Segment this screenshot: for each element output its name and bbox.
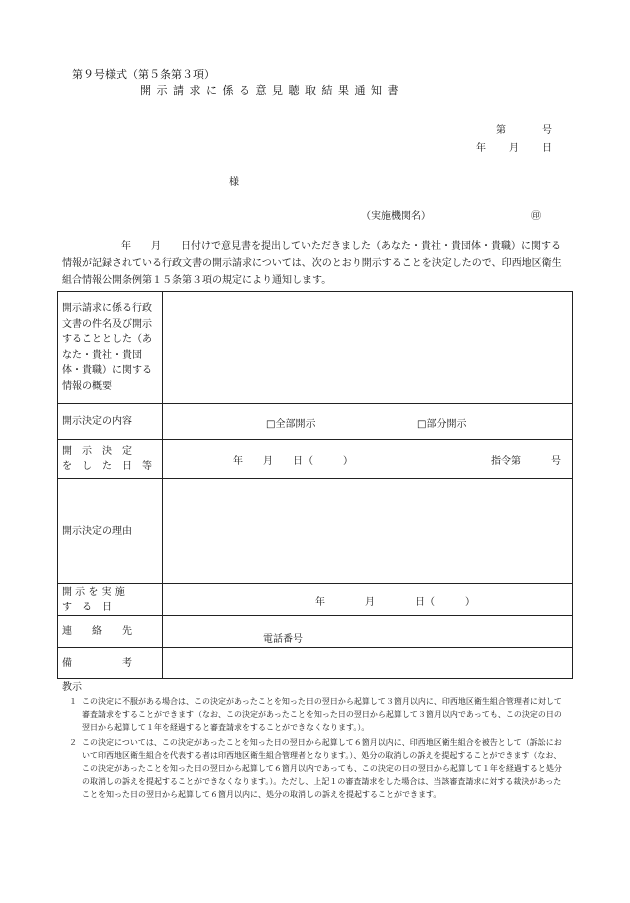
label-decision-date: 開 示 決 定 を し た 日 等 <box>58 440 163 479</box>
option-partial-disclosure[interactable]: □部分開示 <box>417 419 467 430</box>
note-text: この決定に不服がある場合は、この決定があったことを知った日の翌日から起算して３箇月以内に、印西地区衛生組合管理者に対して審査請求をすることができます（なお、この決定があったことを知った日の翌日から起算して３箇月以内であっても、この決定の日の翌日から起算して１年を経過すると審査請求をすることができなくなります。）。 <box>82 697 562 732</box>
label-subject: 開示請求に係る行政文書の件名及び開示することとした（あなた・貴社・貴団体・貴職）に関する情報の概要 <box>58 292 163 404</box>
note-item <box>64 736 564 801</box>
note-text: この決定については、この決定があったことを知った日の翌日から起算して６箇月以内に、印西地区衛生組合を被告として（訴訟において印西地区衛生組合を代表する者は印西地区衛生組合管理者となります。）、処分の取消しの訴えを提起することができます（なお、この決定があったことを知った日の翌日から起算して６箇月以内であっても、この決定の日の翌日から起算して１年を経過すると処分の取消しの訴えを提起することができなくなります。）。ただし、上記１の審査請求をした場合は、当該審査請求に対する裁決があったことを知った日の翌日から起算して６箇月以内に、処分の取消しの訴えを提起することができます。 <box>82 738 562 799</box>
phone-label: 電話番号 <box>263 634 303 645</box>
label-implementation-date: 開 示 を 実 施 す る 日 <box>58 584 163 616</box>
label-remarks: 備 考 <box>58 648 163 679</box>
notice-table <box>57 291 573 679</box>
value-implementation-date <box>163 584 573 616</box>
option-full-disclosure[interactable]: □全部開示 <box>266 419 316 430</box>
row-decision-date <box>58 440 573 479</box>
intro-paragraph: 年 月 日付けで意見書を提出していただきました（あなた・貴社・貴団体・貴職）に関する情報が記録されている行政文書の開示請求については、次のとおり開示することを決定したので、印西地区衛生組合情報公開条例第１５条第３項の規定により通知します。 <box>62 241 562 286</box>
value-subject[interactable] <box>163 292 573 404</box>
row-decision-content <box>58 404 573 440</box>
value-decision-date <box>163 440 573 479</box>
row-subject <box>58 292 573 404</box>
seal-mark: ㊞ <box>531 211 541 222</box>
row-implementation-date <box>58 584 573 616</box>
note-number: １ <box>69 697 77 706</box>
document-title: 開 示 請 求 に 係 る 意 見 聴 取 結 果 通 知 書 <box>140 84 400 97</box>
row-contact <box>58 616 573 648</box>
date-month: 月 <box>509 143 519 154</box>
value-decision-reason[interactable] <box>163 479 573 584</box>
form-number: 第９号様式（第５条第３項） <box>72 68 215 81</box>
date-year: 年 <box>476 143 486 154</box>
notes-list <box>64 695 564 801</box>
note-item <box>64 695 564 734</box>
row-remarks <box>58 648 573 679</box>
decision-date-field[interactable]: 年 月 日（ ） <box>233 456 353 467</box>
label-contact: 連 絡 先 <box>58 616 163 648</box>
date-day: 日 <box>542 143 552 154</box>
implementation-date-field[interactable]: 年 月 日（ ） <box>315 597 475 608</box>
recipient-suffix: 様 <box>229 177 239 188</box>
note-number: ２ <box>69 738 77 747</box>
value-contact <box>163 616 573 648</box>
order-number-field[interactable]: 指令第 号 <box>491 456 561 467</box>
label-decision-content: 開示決定の内容 <box>58 404 163 440</box>
notes-heading: 教示 <box>62 682 82 693</box>
value-remarks[interactable] <box>163 648 573 679</box>
issuer-label: （実施機関名） <box>361 211 431 222</box>
row-decision-reason <box>58 479 573 584</box>
number-go: 号 <box>542 125 552 136</box>
label-decision-reason: 開示決定の理由 <box>58 479 163 584</box>
number-dai: 第 <box>496 125 506 136</box>
value-decision-content <box>163 404 573 440</box>
